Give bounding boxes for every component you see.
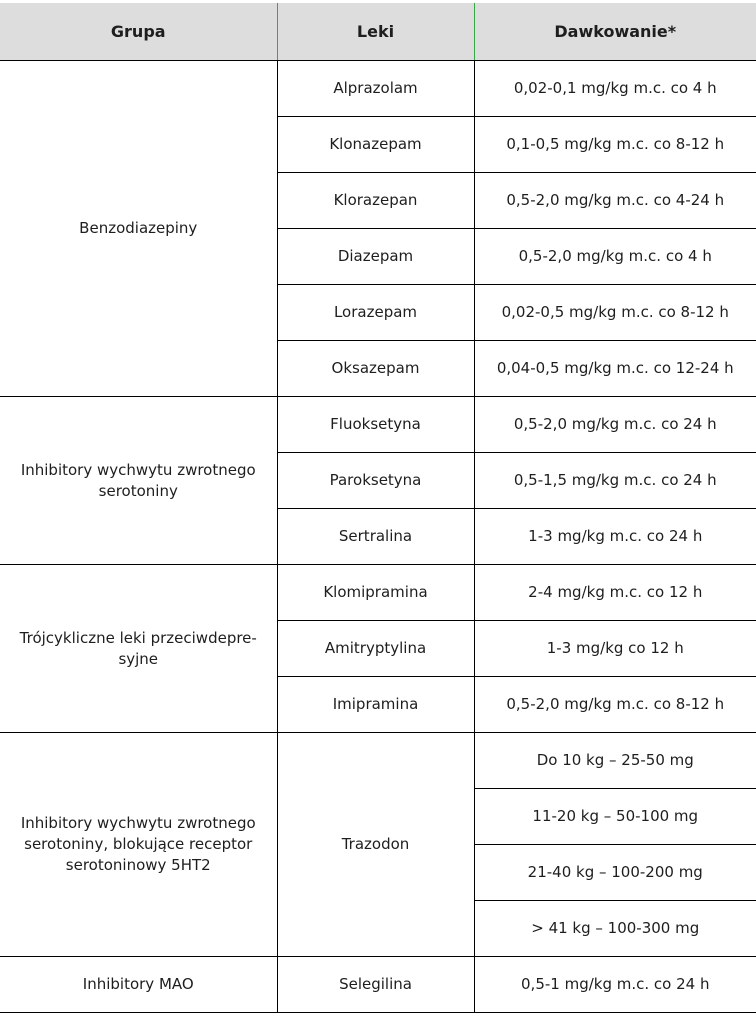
drug-cell: Klorazepan — [277, 173, 474, 229]
header-row — [0, 3, 756, 61]
drug-cell: Fluoksetyna — [277, 397, 474, 453]
dosage-cell: 0,1-0,5 mg/kg m.c. co 8-12 h — [474, 117, 756, 173]
table-row — [0, 733, 756, 789]
table-row — [0, 565, 756, 621]
group-cell: Inhibitory wychwytu zwrotnego serotoniny — [0, 397, 277, 565]
dosage-cell: 2-4 mg/kg m.c. co 12 h — [474, 565, 756, 621]
dosage-cell: 0,02-0,1 mg/kg m.c. co 4 h — [474, 61, 756, 117]
drug-cell: Diazepam — [277, 229, 474, 285]
dosage-cell: 11-20 kg – 50-100 mg — [474, 789, 756, 845]
drug-cell: Trazodon — [277, 733, 474, 957]
drug-cell: Sertralina — [277, 509, 474, 565]
drug-cell: Oksazepam — [277, 341, 474, 397]
dosage-cell: 1-3 mg/kg co 12 h — [474, 621, 756, 677]
drug-cell: Alprazolam — [277, 61, 474, 117]
drug-cell: Klonazepam — [277, 117, 474, 173]
drug-cell: Klomipramina — [277, 565, 474, 621]
dosage-cell: 0,5-2,0 mg/kg m.c. co 8-12 h — [474, 677, 756, 733]
dosage-cell: 0,5-2,0 mg/kg m.c. co 4-24 h — [474, 173, 756, 229]
dosage-table — [0, 3, 756, 1013]
group-cell: Inhibitory wychwytu zwrotnego serotoniny, blokujące receptor serotoninowy 5HT2 — [0, 733, 277, 957]
dosage-cell: 21-40 kg – 100-200 mg — [474, 845, 756, 901]
dosage-cell: 0,02-0,5 mg/kg m.c. co 8-12 h — [474, 285, 756, 341]
header-drug: Leki — [277, 3, 474, 61]
drug-cell: Imipramina — [277, 677, 474, 733]
dosage-cell: 1-3 mg/kg m.c. co 24 h — [474, 509, 756, 565]
drug-cell: Paroksetyna — [277, 453, 474, 509]
table-row — [0, 957, 756, 1013]
dosage-cell: 0,5-2,0 mg/kg m.c. co 4 h — [474, 229, 756, 285]
drug-cell: Amitryptylina — [277, 621, 474, 677]
group-cell: Benzodiazepiny — [0, 61, 277, 397]
group-cell: Trójcykliczne leki przeciwdepre-syjne — [0, 565, 277, 733]
dosage-cell: 0,5-1 mg/kg m.c. co 24 h — [474, 957, 756, 1013]
dosage-cell: 0,5-2,0 mg/kg m.c. co 24 h — [474, 397, 756, 453]
dosage-cell: Do 10 kg – 25-50 mg — [474, 733, 756, 789]
dosage-cell: 0,5-1,5 mg/kg m.c. co 24 h — [474, 453, 756, 509]
table-row — [0, 61, 756, 117]
dosage-cell: 0,04-0,5 mg/kg m.c. co 12-24 h — [474, 341, 756, 397]
drug-cell: Lorazepam — [277, 285, 474, 341]
table-row — [0, 397, 756, 453]
header-dosage: Dawkowanie* — [474, 3, 756, 61]
drug-cell: Selegilina — [277, 957, 474, 1013]
group-cell: Inhibitory MAO — [0, 957, 277, 1013]
header-group: Grupa — [0, 3, 277, 61]
dosage-cell: > 41 kg – 100-300 mg — [474, 901, 756, 957]
